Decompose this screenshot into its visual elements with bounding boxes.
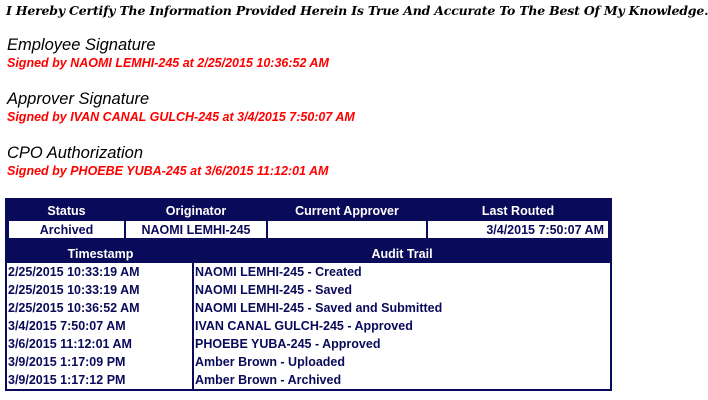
status-table-header-row bbox=[9, 202, 608, 219]
originator-header: Originator bbox=[126, 202, 266, 219]
audit-table-header-row bbox=[7, 244, 610, 263]
employee-signature-line: Signed by NAOMI LEMHI-245 at 2/25/2015 10:36:52 AM bbox=[7, 56, 329, 70]
certification-statement: I Hereby Certify The Information Provided Herein Is True And Accurate To The Best Of My Knowledge. bbox=[6, 3, 708, 18]
status-table bbox=[5, 198, 612, 242]
audit-entry-cell: Amber Brown - Archived bbox=[194, 371, 610, 389]
last-routed-value: 3/4/2015 7:50:07 AM bbox=[428, 221, 608, 238]
audit-trail-table bbox=[5, 242, 612, 391]
table-row bbox=[7, 371, 610, 389]
timestamp-cell: 3/9/2015 1:17:12 PM bbox=[7, 371, 194, 389]
table-row bbox=[7, 299, 610, 317]
timestamp-cell: 2/25/2015 10:33:19 AM bbox=[7, 281, 194, 299]
audit-trail-header: Audit Trail bbox=[194, 244, 610, 263]
employee-signature-heading: Employee Signature bbox=[7, 36, 156, 54]
status-value: Archived bbox=[9, 221, 124, 238]
table-row bbox=[7, 353, 610, 371]
timestamp-header: Timestamp bbox=[7, 244, 194, 263]
audit-entry-cell: IVAN CANAL GULCH-245 - Approved bbox=[194, 317, 610, 335]
timestamp-cell: 2/25/2015 10:33:19 AM bbox=[7, 263, 194, 281]
timestamp-cell: 2/25/2015 10:36:52 AM bbox=[7, 299, 194, 317]
timestamp-cell: 3/6/2015 11:12:01 AM bbox=[7, 335, 194, 353]
audit-entry-cell: Amber Brown - Uploaded bbox=[194, 353, 610, 371]
status-header: Status bbox=[9, 202, 124, 219]
table-row bbox=[7, 263, 610, 281]
timestamp-cell: 3/9/2015 1:17:09 PM bbox=[7, 353, 194, 371]
cpo-authorization-heading: CPO Authorization bbox=[7, 144, 144, 162]
status-table-row bbox=[9, 221, 608, 238]
approver-signature-heading: Approver Signature bbox=[7, 90, 150, 108]
current-approver-header: Current Approver bbox=[268, 202, 426, 219]
cpo-authorization-line: Signed by PHOEBE YUBA-245 at 3/6/2015 11:12:01 AM bbox=[7, 164, 329, 178]
current-approver-value bbox=[268, 221, 426, 238]
table-row bbox=[7, 317, 610, 335]
last-routed-header: Last Routed bbox=[428, 202, 608, 219]
table-row bbox=[7, 281, 610, 299]
audit-entry-cell: NAOMI LEMHI-245 - Saved and Submitted bbox=[194, 299, 610, 317]
audit-entry-cell: PHOEBE YUBA-245 - Approved bbox=[194, 335, 610, 353]
audit-entry-cell: NAOMI LEMHI-245 - Created bbox=[194, 263, 610, 281]
audit-entry-cell: NAOMI LEMHI-245 - Saved bbox=[194, 281, 610, 299]
table-row bbox=[7, 335, 610, 353]
approver-signature-line: Signed by IVAN CANAL GULCH-245 at 3/4/2015 7:50:07 AM bbox=[7, 110, 355, 124]
originator-value: NAOMI LEMHI-245 bbox=[126, 221, 266, 238]
timestamp-cell: 3/4/2015 7:50:07 AM bbox=[7, 317, 194, 335]
